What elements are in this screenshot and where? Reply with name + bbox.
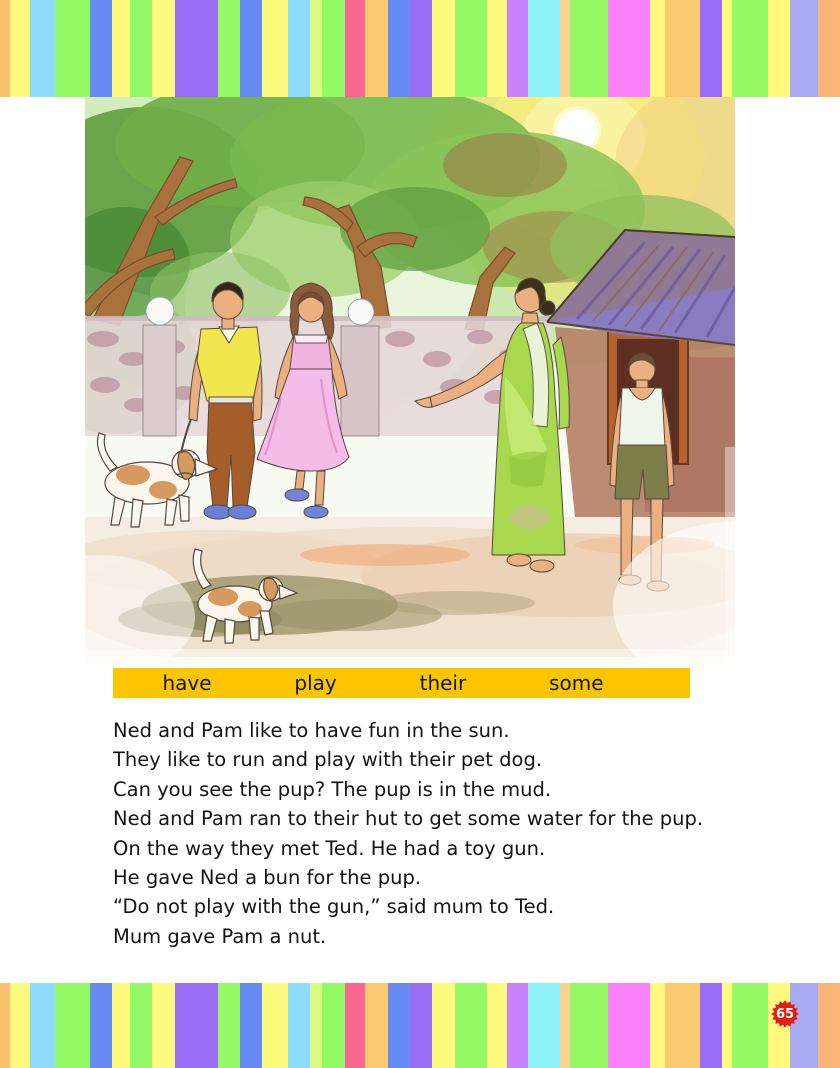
border-stripe — [288, 0, 310, 97]
border-stripe — [665, 983, 700, 1068]
border-stripe — [10, 0, 30, 97]
border-stripe — [30, 0, 55, 97]
border-stripe — [608, 0, 650, 97]
border-stripe — [560, 0, 570, 97]
border-stripe — [528, 0, 560, 97]
border-stripe — [288, 983, 310, 1068]
border-stripe — [310, 0, 322, 97]
border-stripe — [507, 983, 528, 1068]
border-stripe — [262, 0, 288, 97]
border-stripe — [665, 0, 700, 97]
border-stripe — [818, 983, 840, 1068]
word-bank-word: have — [162, 671, 212, 695]
border-stripe — [388, 0, 410, 97]
border-stripe — [455, 0, 487, 97]
lamp-globe — [348, 299, 374, 325]
border-stripe — [0, 983, 10, 1068]
passage-line: He gave Ned a bun for the pup. — [113, 866, 422, 890]
border-stripe — [30, 983, 55, 1068]
border-stripe — [322, 0, 345, 97]
border-stripe — [55, 983, 90, 1068]
reading-passage — [113, 716, 753, 951]
border-stripe — [55, 0, 90, 97]
border-stripe — [570, 0, 608, 97]
passage-line: Mum gave Pam a nut. — [113, 924, 327, 948]
border-stripe — [700, 0, 722, 97]
border-stripe — [130, 0, 152, 97]
word-bank-word: their — [419, 671, 467, 695]
border-stripe — [152, 983, 175, 1068]
border-stripe — [410, 983, 432, 1068]
border-stripe — [240, 0, 262, 97]
border-stripe — [560, 983, 570, 1068]
border-stripe — [410, 0, 432, 97]
passage-line: They like to run and play with their pet dog. — [113, 748, 543, 772]
border-stripe — [432, 0, 455, 97]
border-stripe — [218, 983, 240, 1068]
border-stripe — [365, 983, 388, 1068]
page-number: 65 — [775, 1006, 795, 1022]
border-stripe — [130, 983, 152, 1068]
border-stripe — [732, 983, 768, 1068]
word-bank-word: some — [549, 671, 604, 695]
border-stripe — [455, 983, 487, 1068]
border-stripe — [345, 983, 365, 1068]
border-stripe — [262, 983, 288, 1068]
border-stripe — [818, 0, 840, 97]
border-stripe — [487, 0, 507, 97]
border-stripe — [322, 983, 345, 1068]
border-stripe — [90, 0, 112, 97]
border-stripe — [722, 983, 732, 1068]
border-stripe — [90, 983, 112, 1068]
border-stripe — [365, 0, 388, 97]
border-stripe — [112, 0, 130, 97]
border-stripe — [570, 983, 608, 1068]
word-bank — [113, 668, 690, 698]
border-stripe — [700, 983, 722, 1068]
top-border-stripes — [0, 0, 840, 97]
passage-line: On the way they met Ted. He had a toy gun. — [113, 836, 546, 860]
border-stripe — [432, 983, 455, 1068]
border-stripe — [650, 0, 665, 97]
lamp-pillar — [143, 297, 176, 436]
word-bank-word: play — [294, 671, 337, 695]
border-stripe — [175, 983, 218, 1068]
border-stripe — [388, 983, 410, 1068]
border-stripe — [790, 0, 818, 97]
passage-line: Ned and Pam ran to their hut to get some water for the pup. — [113, 807, 704, 831]
border-stripe — [768, 0, 790, 97]
border-stripe — [345, 0, 365, 97]
border-stripe — [112, 983, 130, 1068]
border-stripe — [152, 0, 175, 97]
border-stripe — [507, 0, 528, 97]
story-illustration — [85, 97, 735, 665]
passage-line: Ned and Pam like to have fun in the sun. — [113, 719, 510, 742]
border-stripe — [310, 983, 322, 1068]
border-stripe — [528, 983, 560, 1068]
border-stripe — [608, 983, 650, 1068]
border-stripe — [732, 0, 768, 97]
border-stripe — [722, 0, 732, 97]
border-stripe — [487, 983, 507, 1068]
page-number-badge — [770, 999, 800, 1029]
border-stripe — [0, 0, 10, 97]
passage-line: “Do not play with the gun,” said mum to Ted. — [113, 895, 555, 919]
passage-line: Can you see the pup? The pup is in the mud. — [113, 777, 552, 801]
border-stripe — [175, 0, 218, 97]
lamp-globe — [146, 297, 174, 325]
border-stripe — [218, 0, 240, 97]
border-stripe — [10, 983, 30, 1068]
bottom-border-stripes — [0, 983, 840, 1068]
border-stripe — [240, 983, 262, 1068]
border-stripe — [650, 983, 665, 1068]
illustration-canvas — [85, 97, 735, 665]
